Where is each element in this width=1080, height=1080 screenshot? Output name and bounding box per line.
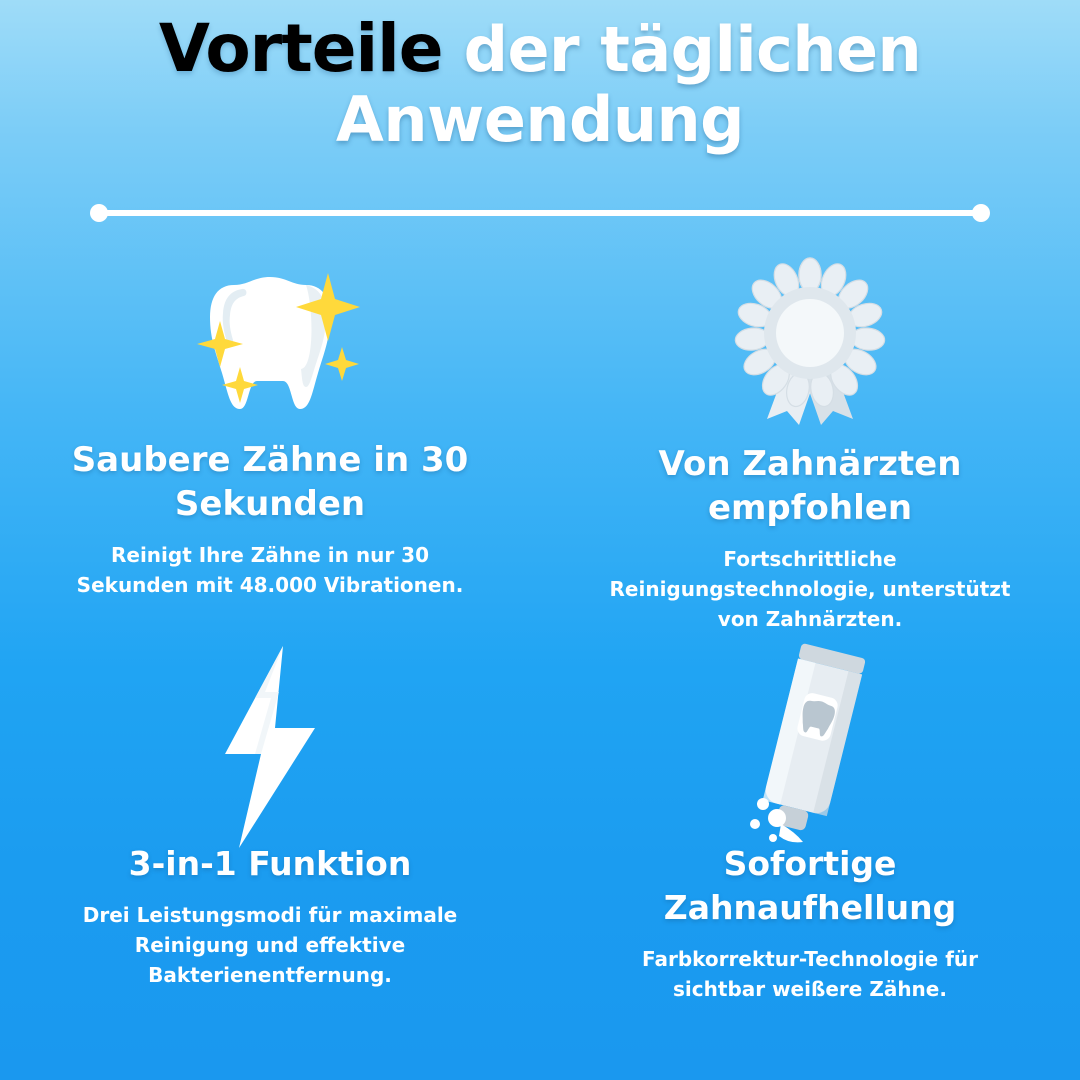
title-highlight: Vorteile (158, 10, 443, 87)
feature-description: Farbkorrektur-Technologie für sichtbar weißere Zähne. (641, 947, 978, 1001)
feature-title: Von Zahnärzten empfohlen (658, 444, 962, 528)
page-title (0, 10, 1080, 156)
award-rosette-icon (715, 252, 905, 442)
feature-grid (0, 252, 1080, 1072)
feature-description: Fortschrittliche Reinigungstechnologie, unterstützt von Zahnärzten. (609, 547, 1011, 631)
feature-title: Sofortige Zahnaufhellung (663, 844, 957, 927)
title-line-1 (0, 10, 1080, 87)
feature-description: Reinigt Ihre Zähne in nur 30 Sekunden mit 48.000 Vibrationen. (76, 543, 464, 597)
divider-dot-right-icon (972, 204, 990, 222)
feature-item-three-in-one (0, 652, 540, 1052)
feature-item-clean-teeth (0, 252, 540, 652)
feature-title: Saubere Zähne in 30 Sekunden (71, 440, 469, 524)
title-rest: der täglichen (442, 13, 922, 86)
title-line-2: Anwendung (335, 83, 745, 156)
feature-description: Drei Leistungsmodi für maximale Reinigung und effektive Bakterienentfernung. (82, 903, 458, 987)
divider (90, 200, 990, 226)
feature-item-instant-whitening (540, 652, 1080, 1052)
lightning-bolt-icon (195, 652, 345, 842)
divider-line (98, 210, 982, 216)
sparkling-tooth-icon (170, 252, 370, 438)
feature-item-dentist-recommended (540, 252, 1080, 652)
toothpaste-tube-icon (715, 652, 905, 842)
feature-title: 3-in-1 Funktion (128, 844, 412, 883)
